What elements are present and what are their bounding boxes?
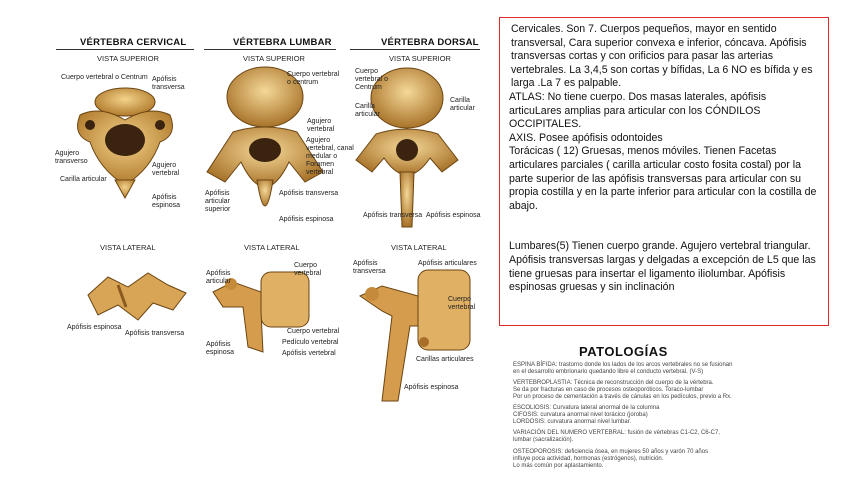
title-cervical: VÉRTEBRA CERVICAL (80, 37, 187, 48)
patologia-line: OSTEOPOROSIS: deficiencia ósea, en mujeres 50 años y varón 70 años (513, 449, 709, 455)
label-cervical-carilla: Carilla articular (60, 176, 107, 183)
label-dorsal-lat-cuerpo: Cuerpo vertebral (448, 296, 476, 311)
label-cervical-lat-espinosa: Apófisis espinosa (67, 324, 122, 331)
cervical-lateral-illustration (78, 265, 193, 330)
patologia-line: VARIACIÓN DEL NUMERO VERTEBRAL: fusión de vértebras C1-C2, C6-C7, (513, 430, 720, 436)
label-cervical-cuerpo: Cuerpo vertebral o Centrum (61, 74, 148, 81)
label-lumbar-espinosa: Apófisis espinosa (279, 216, 334, 223)
label-dorsal-agujero: Agujero vertebral, canal medular o Foramen vertebral (306, 137, 354, 176)
patologia-line: VERTEBROPLASTIA: Técnica de reconstrucción del cuerpo de la vértebra. (513, 380, 714, 386)
title-underline (350, 49, 480, 50)
title-underline (204, 49, 336, 50)
view-superior-lumbar: VISTA SUPERIOR (243, 54, 305, 63)
view-lateral-cervical: VISTA LATERAL (100, 243, 156, 252)
info-lumbares: Lumbares(5) Tienen cuerpo grande. Agujero vertebral triangular. Apófisis transversas largas y delgadas a excepción de L5 que las tiene gruesas para insertar el ligamento iliolumbar. Apófisis espinosas gruesas y sin inclinación (509, 240, 816, 294)
view-superior-dorsal: VISTA SUPERIOR (389, 54, 451, 63)
label-lumbar-articular: Apófisis articular superior (205, 190, 231, 213)
info-atlas: ATLAS: No tiene cuerpo. Dos masas laterales, apófisis articuLares amplias para articular con los CÓNDILOS OCCIPITALES. (509, 90, 767, 131)
label-dorsal-lat-articulares: Apófisis articulares (418, 260, 477, 267)
info-toracicas: Torácicas ( 12) Gruesas, menos móviles. Tienen Facetas articulares parciales ( carilla articular costo fosita costal) por la parte superior de las apófisis transversas para articular con su propia costilla y en la parte inferior para articular con la costilla de abajo. (509, 145, 817, 212)
view-lateral-lumbar: VISTA LATERAL (244, 243, 300, 252)
patologia-line: Por un proceso de cementación a través de cánulas en los pedículos, previo a Rx. (513, 394, 732, 400)
label-cervical-lat-transversa: Apófisis transversa (125, 330, 185, 337)
label-dorsal-espinosa: Apófisis espinosa (426, 212, 481, 219)
label-lumbar-cuerpo: Cuerpo vertebral o centrum (287, 71, 340, 86)
label-dorsal-lat-espinosa: Apófisis espinosa (404, 384, 459, 391)
view-lateral-dorsal: VISTA LATERAL (391, 243, 447, 252)
label-lumbar-lat-articular: Apófisis articular (206, 270, 231, 285)
patologia-line: lumbar (sacralización). (513, 437, 574, 443)
label-lumbar-lat-cuerpo-2: Cuerpo vertebral (287, 328, 340, 335)
label-dorsal-carilla-2: Carilla articular (450, 97, 475, 112)
info-axis: AXIS. Posee apófisis odontoides (509, 131, 663, 144)
label-lumbar-transversa: Apófisis transversa (279, 190, 339, 197)
label-dorsal-lat-carillas: Carillas articulares (416, 356, 474, 363)
label-dorsal-transversa: Apófisis transversa (363, 212, 423, 219)
patologia-line: Lo más común por aplastamiento. (513, 463, 604, 469)
patologia-line: influye poca actividad, hormonas (estrógenos), nutrición. (513, 456, 664, 462)
label-cervical-transversa: Apófisis transversa (152, 76, 185, 91)
label-lumbar-lat-espinosa: Apófisis espinosa (206, 341, 235, 356)
label-lumbar-agujero: Agujero vertebral (307, 118, 335, 133)
label-dorsal-lat-transversa: Apófisis transversa (353, 260, 386, 275)
patologia-line: Se da por fracturas en caso de procesos osteoporóticos. Toraco-lumbar (513, 387, 704, 393)
label-cervical-agujero-vertebral: Agujero vertebral (152, 162, 180, 177)
view-superior-cervical: VISTA SUPERIOR (97, 54, 159, 63)
info-cervicales: Cervicales. Son 7. Cuerpos pequeños, mayor en sentido transversal, Cara superior convexa e inferior, cóncava. Apófisis transversas cortas y con orificios para pasar las arterias vertebrales. La 3,4,5 son cortas y bífidas, La 6 NO es bífida y es larga .La 7 es palpable. (511, 23, 813, 90)
label-cervical-espinosa: Apófisis espinosa (152, 194, 181, 209)
label-lumbar-lat-vertebral: Apófisis vertebral (282, 350, 336, 357)
vertebrae-info-box (499, 17, 829, 326)
label-dorsal-carilla: Carilla articular (355, 103, 380, 118)
patologia-line: en el desarrollo embrionario quedando libre el conducto vertebral. (V-S) (513, 369, 704, 375)
title-underline (56, 49, 194, 50)
label-lumbar-lat-cuerpo: Cuerpo vertebral (294, 262, 322, 277)
patologia-line: LORDOSIS: curvatura anormal nivel lumbar. (513, 419, 632, 425)
patologia-line: CIFOSIS: curvatura anormal nivel torácico (joroba) (513, 412, 648, 418)
label-cervical-agujero-transverso: Agujero transverso (55, 150, 88, 165)
patologias-title: PATOLOGÍAS (579, 344, 668, 359)
title-dorsal: VÉRTEBRA DORSAL (381, 37, 479, 48)
title-lumbar: VÉRTEBRA LUMBAR (233, 37, 332, 48)
label-lumbar-lat-pediculo: Pedículo vertebral (282, 339, 339, 346)
patologia-line: ESCOLIOSIS: Curvatura lateral anormal de la columna (513, 405, 660, 411)
label-dorsal-cuerpo: Cuerpo vertebral o Centrum (355, 68, 389, 91)
patologia-line: ESPINA BÍFIDA: trastorno donde los lados de los arcos vertebrales no se fusionan (513, 362, 733, 368)
